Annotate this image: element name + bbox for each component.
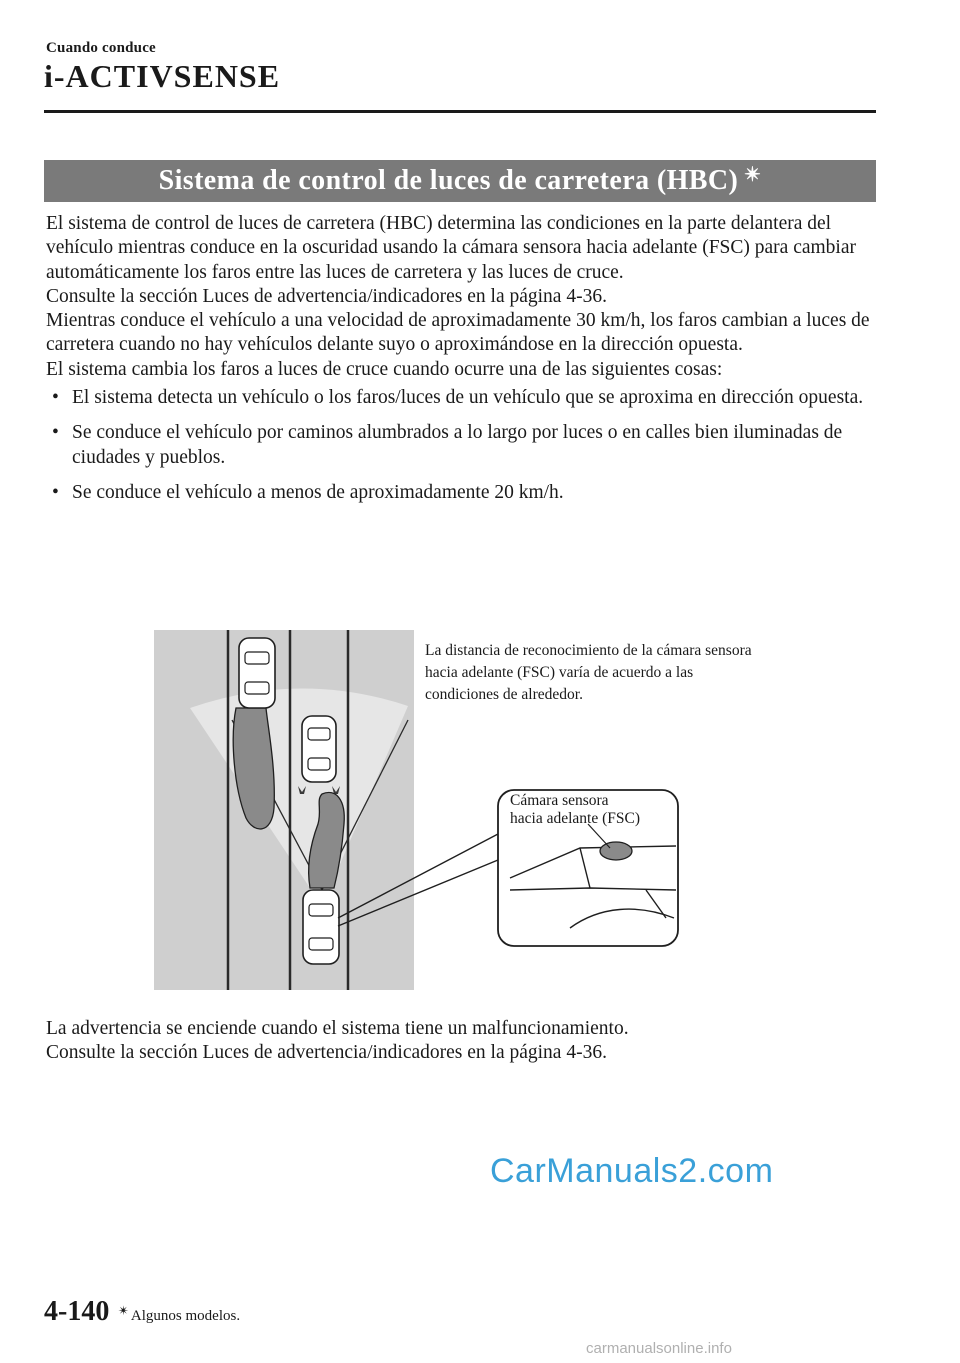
bullet-item — [46, 481, 881, 505]
camera-label-line: hacia adelante (FSC) — [510, 810, 640, 827]
star-icon: ✴ — [744, 163, 762, 186]
header-divider — [44, 110, 876, 113]
star-icon: ✴ — [118, 1303, 129, 1318]
own-car — [303, 890, 339, 964]
bullet-text: Se conduce el vehículo por caminos alumbrados a lo largo por luces o en calles bien iluminadas de ciudades y pueblos. — [72, 422, 843, 468]
section-title-banner — [44, 160, 876, 202]
figure-caption: La distancia de reconocimiento de la cámara sensora hacia adelante (FSC) varía de acuerdo a las condiciones de alrededor. — [425, 642, 752, 703]
page-note — [118, 1303, 241, 1325]
bullet-list — [46, 386, 881, 505]
section-title: Sistema de control de luces de carretera (HBC) — [158, 165, 739, 196]
bullet-text: Se conduce el vehículo a menos de aproximadamente 20 km/h. — [72, 481, 564, 503]
bullet-text: El sistema detecta un vehículo o los faros/luces de un vehículo que se aproxima en dirección opuesta. — [72, 387, 864, 409]
paragraph: Mientras conduce el vehículo a una velocidad de aproximadamente 30 km/h, los faros cambian a luces de carretera cuando no hay vehículos delante suyo o aproximándose en la dirección opuesta. — [46, 310, 870, 356]
paragraph: El sistema cambia los faros a luces de cruce cuando ocurre una de las siguientes cosas: — [46, 358, 723, 380]
running-header-chapter: i-ACTIVSENSE — [44, 58, 281, 94]
bullet-icon: • — [52, 422, 59, 444]
preceding-car — [302, 716, 336, 782]
bullet-item — [46, 386, 881, 410]
site-footer: carmanualsonline.info — [586, 1340, 732, 1357]
paragraph: Consulte la sección Luces de advertencia/indicadores en la página 4-36. — [46, 1042, 607, 1064]
page-number: 4-140 — [44, 1296, 110, 1327]
paragraph: La advertencia se enciende cuando el sistema tiene un malfuncionamiento. — [46, 1018, 629, 1039]
watermark-text: CarManuals2.com — [490, 1152, 774, 1190]
camera-label-line: Cámara sensora — [510, 792, 609, 809]
camera-label — [510, 792, 680, 828]
bullet-icon: • — [52, 387, 59, 409]
body-text — [46, 212, 881, 516]
bullet-icon: • — [52, 481, 59, 503]
paragraph: El sistema de control de luces de carretera (HBC) determina las condiciones en la parte delantera del vehículo mientras conduce en la oscuridad usando la cámara sensora hacia adelante (FSC) para cambiar automáticamente los faros entre las luces de carretera y las luces de cruce. — [46, 213, 856, 283]
footer-text — [46, 1017, 881, 1066]
page-note-text: Algunos modelos. — [130, 1308, 241, 1324]
running-header-section: Cuando conduce — [46, 40, 156, 56]
paragraph: Consulte la sección Luces de advertencia/indicadores en la página 4-36. — [46, 285, 607, 307]
oncoming-car — [239, 638, 275, 708]
camera-sensor-icon — [600, 842, 632, 860]
bullet-item — [46, 421, 881, 470]
